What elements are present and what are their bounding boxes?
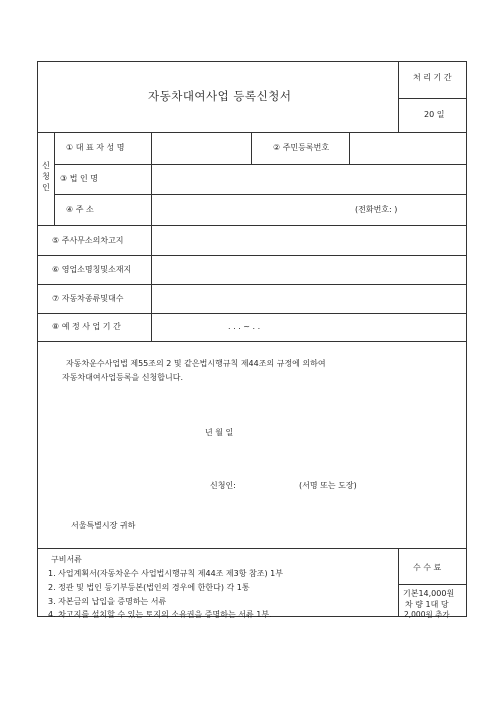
- applicant-column-divider: [54, 132, 55, 225]
- addressee: 서울특별시장 귀하: [71, 521, 136, 530]
- fee-header-line: [398, 584, 467, 585]
- applicant-signature-label: 신청인:: [210, 481, 236, 490]
- corporation-name-label: ③ 법 인 명: [60, 174, 98, 183]
- address-label: ④ 주 소: [66, 205, 94, 214]
- resident-label-left: [251, 132, 252, 164]
- outer-border-right: [466, 61, 467, 617]
- document-item: 2. 정관 및 법인 등기부등본(법인의 경우에 한한다) 각 1통: [48, 583, 250, 592]
- row-line: [54, 164, 467, 165]
- main-office-label: ⑤ 주사무소의차고지: [52, 236, 124, 245]
- outer-border-top: [37, 61, 467, 62]
- outer-border-left: [37, 61, 38, 617]
- row-line: [37, 313, 467, 314]
- application-date: 년 월 일: [205, 428, 234, 437]
- documents-header: 구비서류: [51, 555, 82, 564]
- document-item: 1. 사업계획서(자동차운수 사업법시행규칙 제44조 제3항 참조) 1부: [48, 569, 283, 578]
- row-line: [37, 284, 467, 285]
- label-column-divider: [151, 132, 152, 341]
- statement-line-2: 자동차대여사업등록을 신청합니다.: [62, 373, 184, 382]
- phone-label: (전화번호: ): [355, 205, 398, 214]
- fee-label: 수 수 료: [413, 563, 442, 572]
- title-divider: [398, 61, 399, 132]
- planned-period-label: ⑧ 예 정 사 업 기 간: [52, 322, 121, 331]
- applicant-side-label: 신 청 인: [42, 161, 50, 192]
- signature-note: (서명 또는 도장): [299, 481, 357, 490]
- document-item: 3. 자본금의 납입을 증명하는 서류: [48, 597, 167, 606]
- document-item: 4. 차고지를 설치할 수 있는 토지의 소유권을 증명하는 서류 1부.: [48, 610, 272, 619]
- period-divider: [398, 98, 467, 99]
- planned-period-value: . . . ~ . .: [228, 322, 261, 331]
- resident-label-right: [349, 132, 350, 164]
- representative-label: ① 대 표 자 성 명: [66, 143, 125, 152]
- row-line: [37, 548, 467, 549]
- vehicle-types-label: ⑦ 자동차종류및대수: [52, 294, 124, 303]
- row-line: [54, 194, 467, 195]
- branch-office-label: ⑥ 영업소명칭및소재지: [52, 265, 132, 274]
- fee-line: 기본14,000원: [403, 589, 455, 598]
- fee-line: 차 량 1대 당: [405, 600, 449, 609]
- processing-period-value: 20 일: [424, 110, 445, 119]
- row-line: [37, 255, 467, 256]
- resident-number-label: ② 주민등록번호: [273, 143, 330, 152]
- row-line: [37, 132, 467, 133]
- fee-divider: [398, 548, 399, 616]
- fee-line: 2,000원 추가: [404, 610, 450, 619]
- row-line: [37, 225, 467, 226]
- form-title: 자동차대여사업 등록신청서: [148, 89, 292, 103]
- processing-period-label: 처 리 기 간: [413, 73, 452, 82]
- statement-line-1: 자동차운수사업법 제55조의 2 및 같은법시행규칙 제44조의 규정에 의하여: [66, 359, 326, 368]
- row-line: [37, 341, 467, 342]
